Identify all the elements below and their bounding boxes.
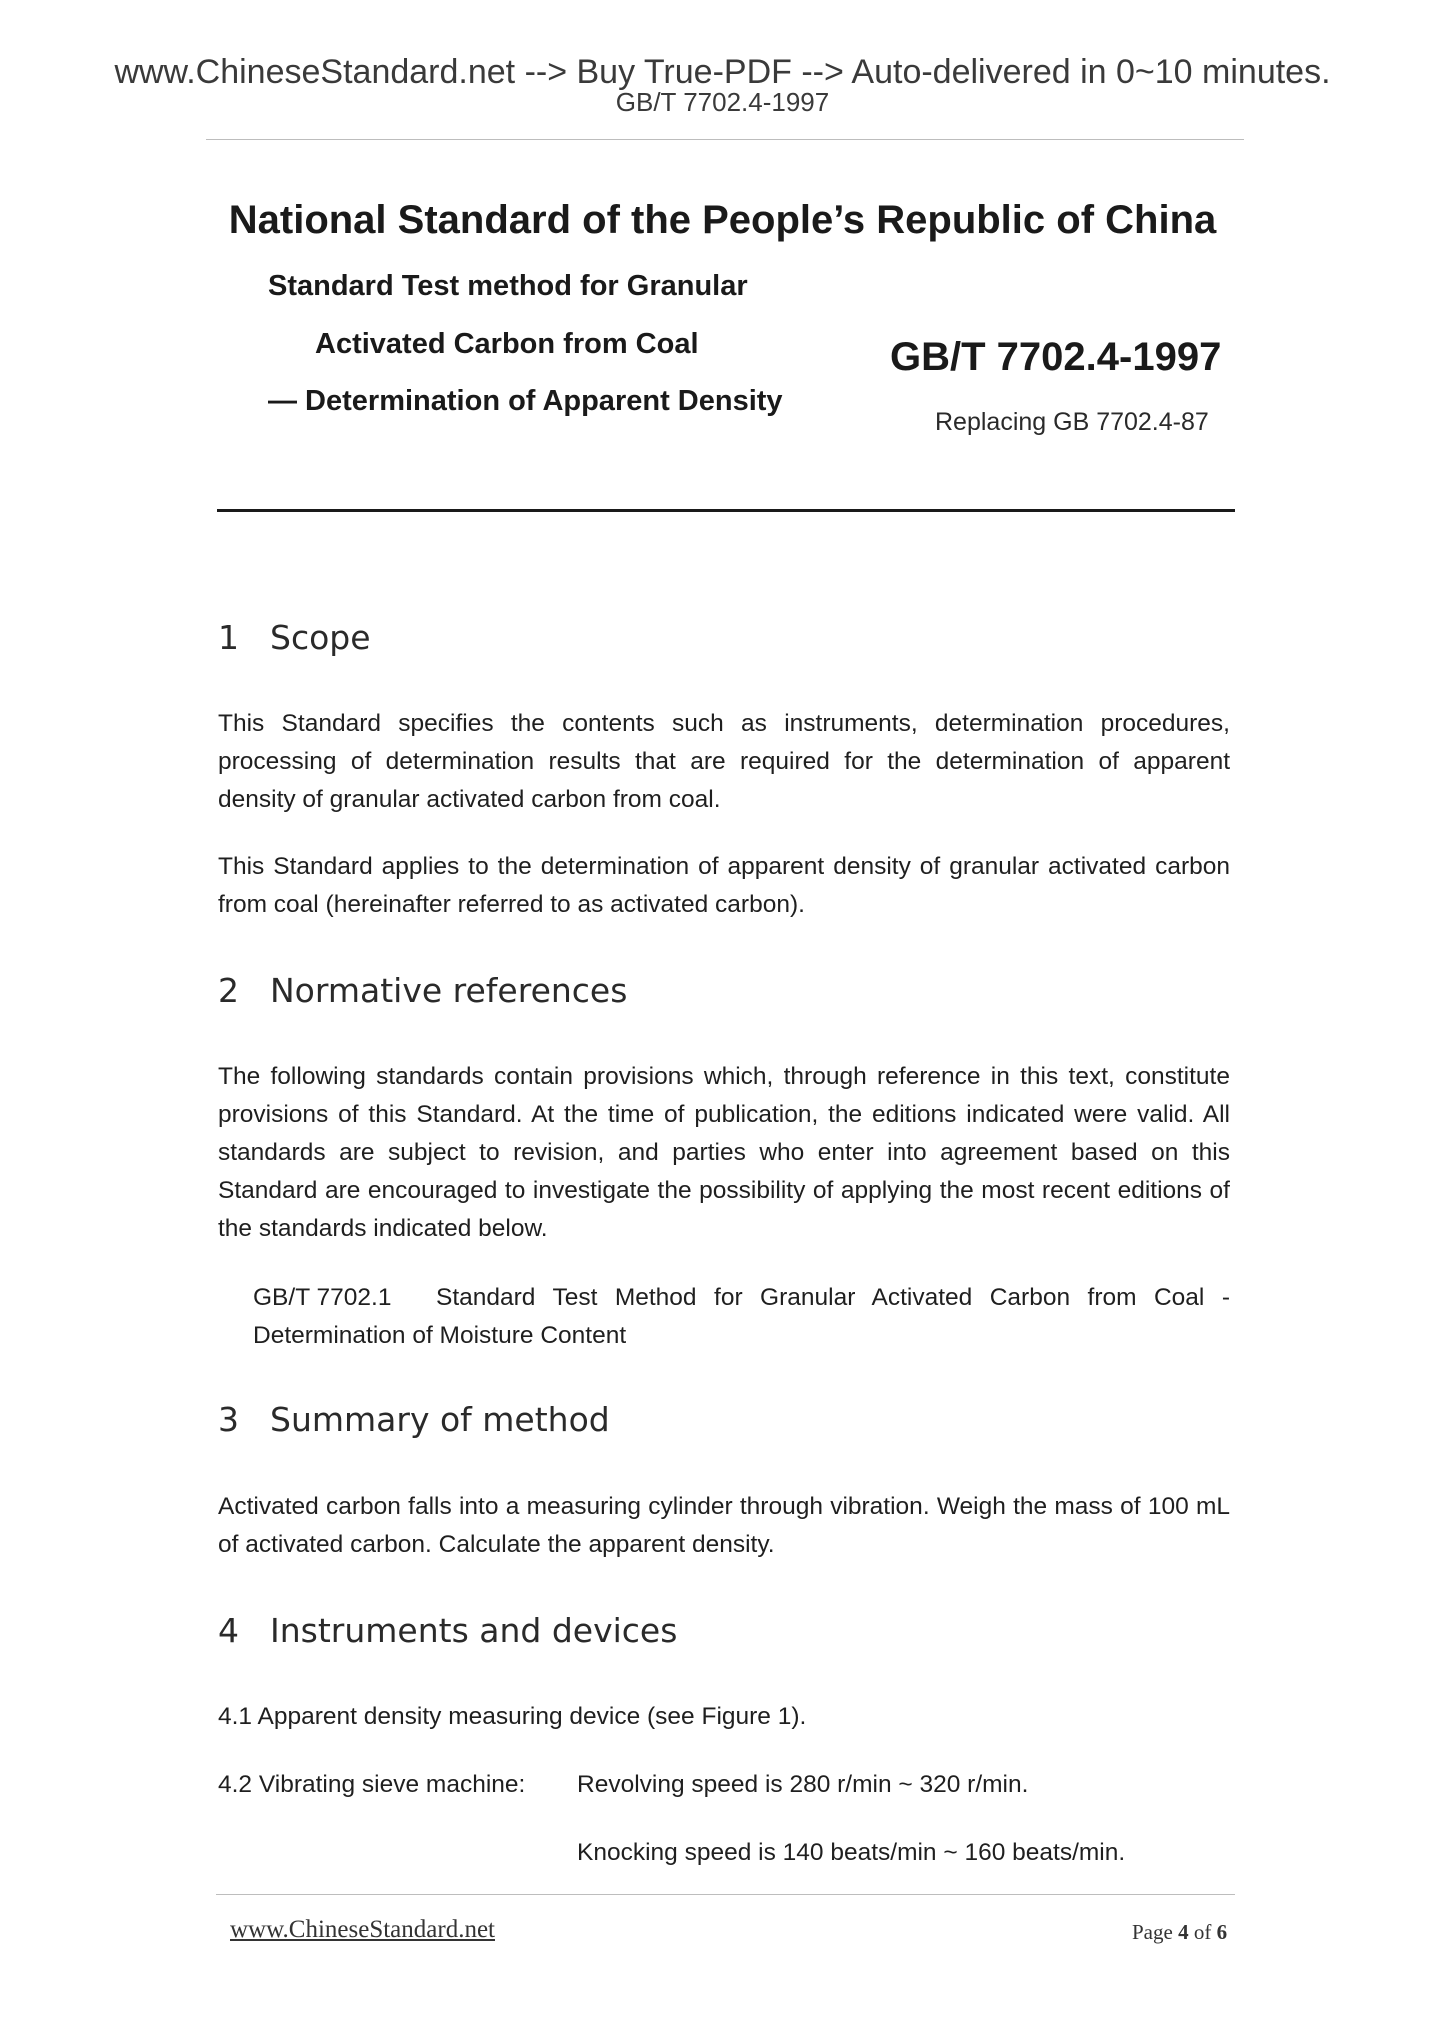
section-number: 1 [218,618,239,657]
page-label: Page [1132,1920,1173,1944]
title-divider [217,509,1235,512]
scope-paragraph-2: This Standard applies to the determination of apparent density of granular activated carbon from coal (hereinafter referred to as activated carbon). [218,853,1230,918]
section-heading-instruments [218,1611,677,1650]
instrument-item-4-2-revolving-speed: Revolving speed is 280 r/min ~ 320 r/min. [577,1771,1029,1798]
section-number: 4 [218,1611,239,1650]
section-title: Instruments and devices [270,1611,678,1650]
scope-paragraph-1: This Standard specifies the contents such as instruments, determination procedures, processing of determination results that are required for the determination of apparent density of granular activated carbon from coal. [218,710,1230,813]
instrument-item-4-2-knocking-speed: Knocking speed is 140 beats/min ~ 160 beats/min. [577,1839,1126,1866]
section-title: Summary of method [270,1400,610,1439]
page-number [1132,1920,1227,1945]
title-line-3: — Determination of Apparent Density [268,385,783,417]
page-total: 6 [1216,1920,1228,1944]
header-divider [206,139,1244,140]
title-line-2: Activated Carbon from Coal [315,328,699,360]
section-number: 3 [218,1400,239,1439]
footer-site-link[interactable]: www.ChineseStandard.net [230,1916,495,1943]
replacing-note: Replacing GB 7702.4-87 [935,408,1209,436]
page-current: 4 [1178,1920,1189,1944]
reference-title: Standard Test Method for Granular Activated Carbon from Coal - Determination of Moisture Content [253,1284,1230,1349]
section-heading-scope [218,618,371,657]
footer-divider [216,1894,1235,1895]
section-heading-normative-references [218,971,627,1010]
reference-entry [253,1279,1230,1355]
header-standard-code: GB/T 7702.4-1997 [615,87,830,117]
section-number: 2 [218,971,239,1010]
title-line-1: Standard Test method for Granular [268,270,748,302]
site-banner[interactable]: www.ChineseStandard.net --> Buy True-PDF --> Auto-delivered in 0~10 minutes. [114,53,1331,91]
national-standard-title: National Standard of the People’s Republic of China [228,198,1217,242]
summary-paragraph: Activated carbon falls into a measuring cylinder through vibration. Weigh the mass of 100 mL of activated carbon. Calculate the apparent density. [218,1493,1230,1558]
reference-code: GB/T 7702.1 [253,1284,392,1311]
standard-code: GB/T 7702.4-1997 [890,335,1222,379]
references-paragraph: The following standards contain provisions which, through reference in this text, constitute provisions of this Standard. At the time of publication, the editions indicated were valid. All standards are subject to revision, and parties who enter into agreement based on this Standard are encouraged to investigate the possibility of applying the most recent editions of the standards indicated below. [218,1063,1230,1242]
section-heading-summary-of-method [218,1400,610,1439]
page-of-label: of [1193,1920,1212,1944]
section-title: Normative references [270,971,628,1010]
instrument-item-4-1: 4.1 Apparent density measuring device (see Figure 1). [218,1703,807,1730]
instrument-item-4-2-label: 4.2 Vibrating sieve machine: [218,1771,526,1798]
section-title: Scope [270,618,371,657]
